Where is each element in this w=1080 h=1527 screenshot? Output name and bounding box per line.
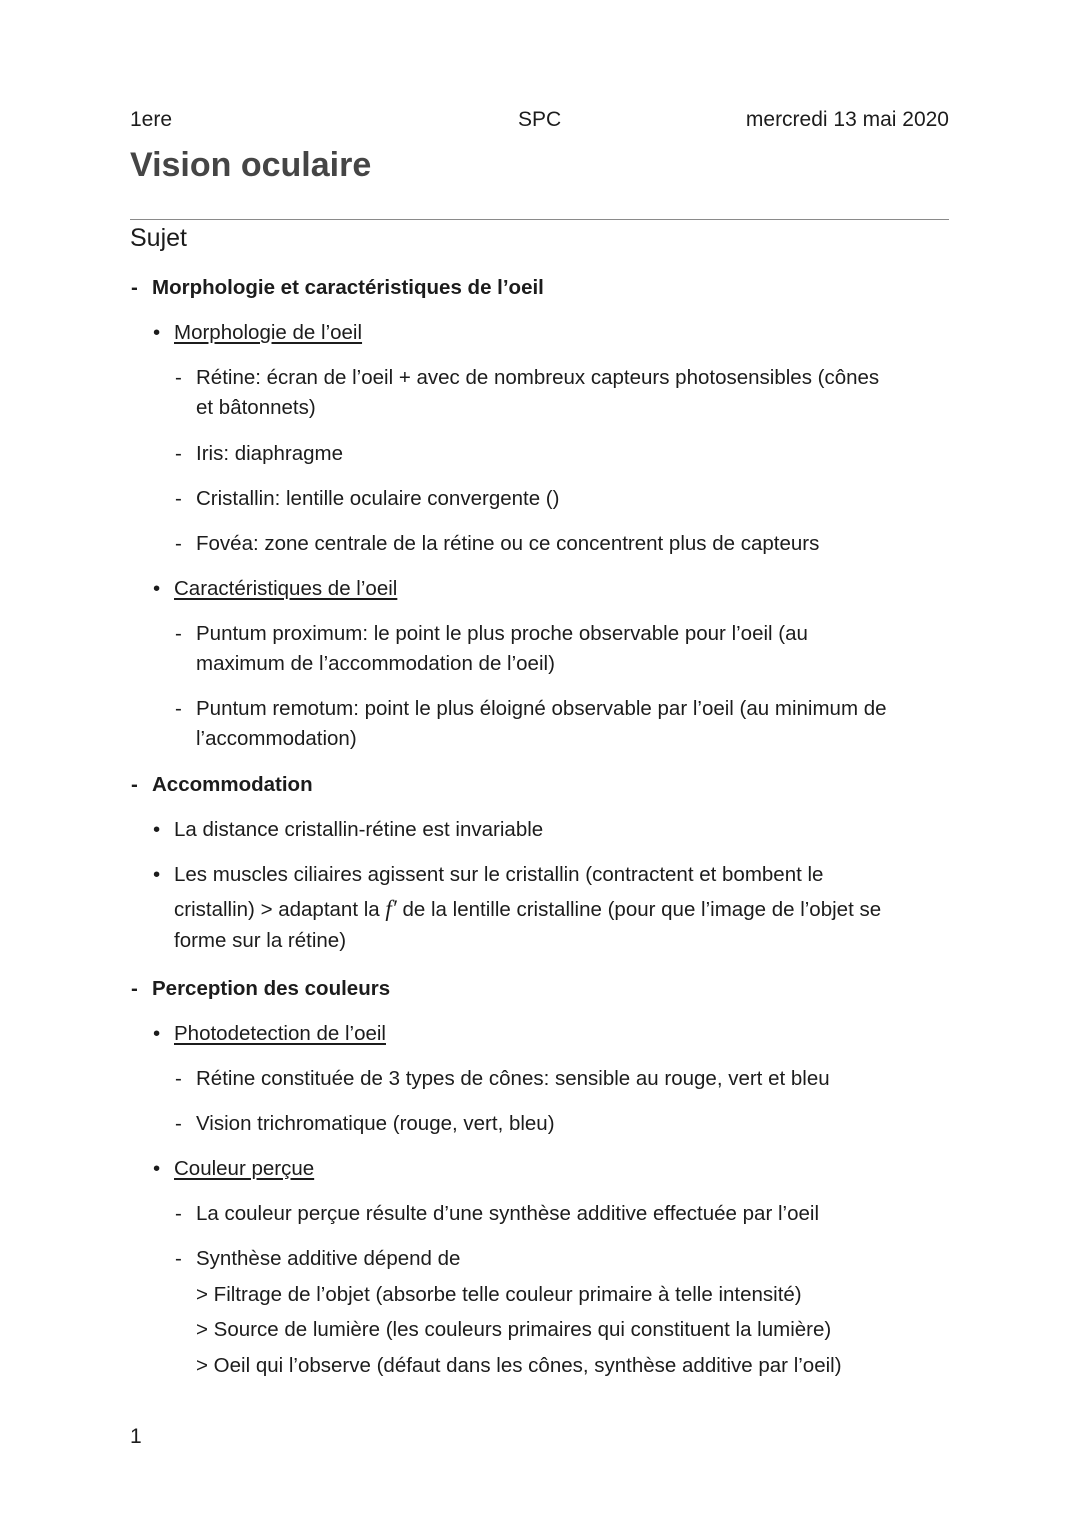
dash-icon: -	[175, 622, 182, 645]
divider	[130, 219, 949, 220]
dash-icon: -	[175, 697, 182, 720]
dash-icon: -	[131, 773, 138, 796]
bullet-item-text: Couleur perçue	[174, 1157, 315, 1180]
dash-icon: -	[175, 1067, 182, 1090]
sub-item-text: maximum de l’accommodation de l’oeil)	[196, 652, 555, 675]
sub-item-text: Iris: diaphragme	[196, 442, 343, 465]
sub-item-text: Rétine constituée de 3 types de cônes: sensible au rouge, vert et bleu	[196, 1067, 830, 1090]
sub-item-text: Rétine: écran de l’oeil + avec de nombreux capteurs photosensibles (cônes	[196, 366, 880, 389]
sub-item-text: > Source de lumière (les couleurs primaires qui constituent la lumière)	[196, 1318, 832, 1341]
sub-item-text: > Filtrage de l’objet (absorbe telle couleur primaire à telle intensité)	[196, 1282, 802, 1306]
bullet-icon: •	[153, 577, 161, 600]
bullet-item-text: forme sur la rétine)	[174, 929, 347, 952]
bullet-icon: •	[153, 863, 161, 886]
header-level: 1ere	[130, 108, 173, 131]
dash-icon: -	[175, 532, 182, 555]
bullet-icon: •	[153, 1022, 161, 1045]
section-subtitle: Sujet	[130, 224, 187, 252]
bullet-item-text: Morphologie de l’oeil	[174, 321, 363, 344]
section-heading-text: Perception des couleurs	[152, 977, 391, 1000]
header-date: mercredi 13 mai 2020	[745, 108, 949, 131]
sub-item-text: Puntum remotum: point le plus éloigné observable par l’oeil (au minimum de	[196, 697, 887, 720]
sub-item-text: l’accommodation)	[196, 727, 357, 750]
dash-icon: -	[175, 366, 182, 389]
sub-item-text: et bâtonnets)	[196, 396, 316, 419]
sub-item-text: Cristallin: lentille oculaire convergente ()	[196, 487, 560, 510]
sub-item-text: Fovéa: zone centrale de la rétine ou ce concentrent plus de capteurs	[196, 532, 820, 555]
bullet-item-text: Les muscles ciliaires agissent sur le cristallin (contractent et bombent le	[174, 863, 824, 886]
bullet-icon: •	[153, 1157, 161, 1180]
page-title: Vision oculaire	[130, 146, 372, 184]
page-number: 1	[130, 1425, 142, 1448]
sub-item-text: Vision trichromatique (rouge, vert, bleu)	[196, 1112, 555, 1135]
sub-item-text: La couleur perçue résulte d’une synthèse additive effectuée par l’oeil	[196, 1202, 819, 1225]
bullet-icon: •	[153, 321, 161, 344]
dash-icon: -	[175, 487, 182, 510]
dash-icon: -	[175, 1202, 182, 1225]
dash-icon: -	[175, 1247, 182, 1270]
bullet-item-text: cristallin) > adaptant la f′ de la lentille cristalline (pour que l’image de l’objet se	[174, 896, 882, 921]
dash-icon: -	[175, 1112, 182, 1135]
section-heading-text: Accommodation	[152, 773, 313, 796]
sub-item-text: > Oeil qui l’observe (défaut dans les cônes, synthèse additive par l’oeil)	[196, 1353, 842, 1377]
focal-length-symbol: f′	[385, 896, 397, 921]
header-subject: SPC	[518, 108, 562, 131]
sub-item-text: Synthèse additive dépend de	[196, 1247, 461, 1270]
dash-icon: -	[131, 276, 138, 299]
bullet-item-text: La distance cristallin-rétine est invariable	[174, 818, 544, 841]
bullet-icon: •	[153, 818, 161, 841]
dash-icon: -	[175, 442, 182, 465]
section-heading-text: Morphologie et caractéristiques de l’oeil	[152, 276, 544, 299]
dash-icon: -	[131, 977, 138, 1000]
sub-item-text: Puntum proximum: le point le plus proche observable pour l’oeil (au	[196, 622, 808, 645]
bullet-item-text: Caractéristiques de l’oeil	[174, 577, 398, 600]
bullet-item-text: Photodetection de l’oeil	[174, 1022, 386, 1045]
